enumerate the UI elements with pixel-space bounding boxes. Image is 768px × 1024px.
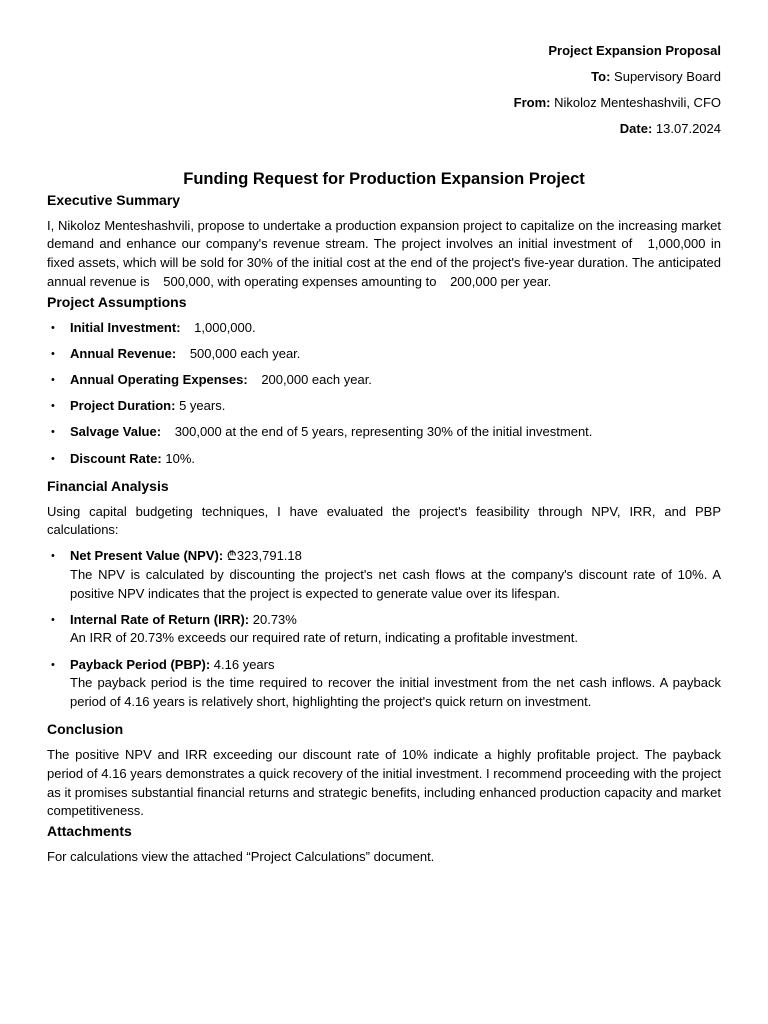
lari-currency-icon: ₾ (226, 548, 237, 564)
list-item (47, 371, 721, 390)
from-value: Nikoloz Menteshashvili, CFO (554, 95, 721, 110)
financial-analysis-heading: Financial Analysis (47, 477, 169, 494)
metric-irr (47, 611, 721, 648)
date-line (47, 120, 721, 139)
conclusion-text: The positive NPV and IRR exceeding our discount rate of 10% indicate a highly profitable project. The payback period of 4.16 years demonstrates a quick recovery of the initial investment. I recommend proceeding with the project as it promises substantial financial returns and strategic benefits, including enhanced production capacity and market competitiveness. (47, 747, 721, 819)
exec-text-3: , with operating expenses amounting to (210, 273, 441, 289)
metric-label: Payback Period (PBP): (70, 656, 211, 672)
metric-label: Internal Rate of Return (IRR): (70, 611, 250, 627)
financial-analysis-intro: Using capital budgeting techniques, I have evaluated the project's feasibility through NPV, IRR, and PBP calculations: (47, 503, 721, 538)
exec-amount-2: 500,000 (163, 273, 211, 289)
metric-value: 4.16 years (213, 656, 275, 672)
from-label: From: (513, 95, 551, 110)
assumption-label: Discount Rate: (70, 450, 162, 466)
metric-label: Net Present Value (NPV): (70, 548, 224, 564)
metric-description: The payback period is the time required to recover the initial investment from the net cash inflows. A payback period of 4.16 years is relatively short, highlighting the project's quick return on investment. (70, 675, 721, 710)
metrics-list (47, 547, 721, 712)
assumption-label: Initial Investment: (70, 319, 181, 335)
exec-amount-1: 1,000,000 (647, 236, 706, 252)
list-item (47, 397, 721, 416)
list-item (47, 450, 721, 469)
metric-description: An IRR of 20.73% exceeds our required rate of return, indicating a profitable investment. (70, 630, 579, 646)
executive-summary-text (47, 217, 721, 292)
list-item (47, 345, 721, 364)
conclusion-heading: Conclusion (47, 721, 124, 738)
to-value: Supervisory Board (614, 69, 721, 84)
assumption-label: Annual Operating Expenses: (70, 371, 248, 387)
doc-type-label: Project Expansion Proposal (548, 43, 721, 58)
metric-value: 20.73% (252, 611, 297, 627)
assumption-label: Annual Revenue: (70, 345, 177, 361)
from-line (47, 94, 721, 113)
assumptions-list (47, 319, 721, 469)
attachments-text: For calculations view the attached “Project Calculations” document. (47, 849, 435, 865)
assumption-value: 1,000,000. (194, 319, 256, 335)
assumption-value: 10%. (165, 450, 195, 466)
assumption-value: 300,000 at the end of 5 years, representing 30% of the initial investment. (174, 424, 593, 440)
executive-summary-heading: Executive Summary (47, 191, 181, 208)
assumption-label: Project Duration: (70, 398, 176, 414)
exec-text-2: in fixed assets, which will be sold for 30% of the initial cost at the end of the project's five-year duration. The anticipated annual revenue is (47, 236, 721, 289)
to-label: To: (591, 69, 611, 84)
assumption-label: Salvage Value: (70, 424, 162, 440)
document-title: Funding Request for Production Expansion Project (183, 169, 585, 188)
project-assumptions-heading: Project Assumptions (47, 293, 187, 310)
date-label: Date: (619, 121, 653, 136)
metric-description: The NPV is calculated by discounting the project's net cash flows at the company's discount rate of 10%. A positive NPV indicates that the project is expected to generate value over its lifespan. (70, 566, 721, 601)
to-line (47, 68, 721, 87)
exec-text-1: I, Nikoloz Menteshashvili, propose to undertake a production expansion project to capitalize on the increasing market demand and enhance our company's revenue stream. The project involves an initial investment of (47, 217, 721, 252)
assumption-value: 5 years. (179, 398, 226, 414)
memo-header (47, 42, 721, 139)
list-item (47, 423, 721, 442)
metric-value: 323,791.18 (236, 548, 302, 564)
assumption-value: 500,000 each year. (189, 345, 301, 361)
metric-pbp (47, 656, 721, 712)
attachments-heading: Attachments (47, 823, 132, 840)
exec-amount-3: 200,000 (450, 273, 498, 289)
exec-text-4: per year. (497, 273, 552, 289)
assumption-value: 200,000 each year. (261, 371, 372, 387)
metric-npv (47, 547, 721, 603)
date-value: 13.07.2024 (655, 121, 721, 136)
list-item (47, 319, 721, 338)
